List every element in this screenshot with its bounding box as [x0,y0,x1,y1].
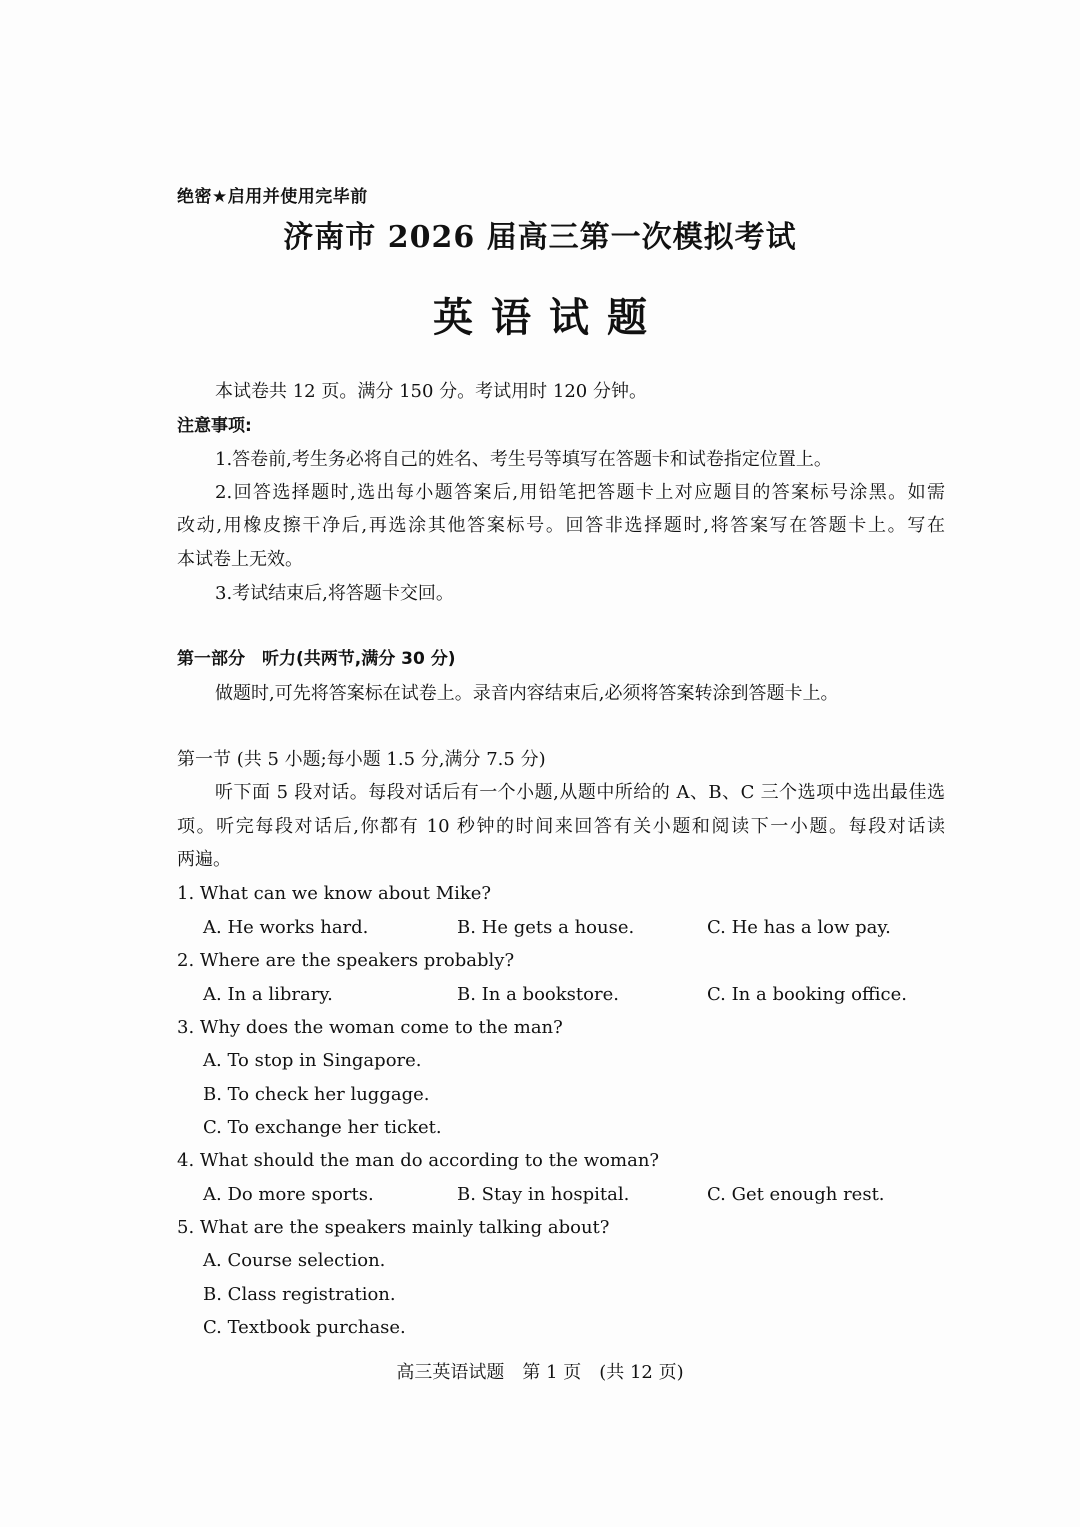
question-3-option-a: A. To stop in Singapore. [203,1050,422,1071]
part-one-instruction: 做题时,可先将答案标在试卷上。录音内容结束后,必须将答案转涂到答题卡上。 [215,683,839,704]
exam-title: 济南市 2026 届高三第一次模拟考试 [283,220,797,255]
question-4-option-c: C. Get enough rest. [707,1184,885,1205]
section-instruction-line-3: 两遍。 [177,849,231,870]
question-3-option-b: B. To check her luggage. [203,1084,430,1105]
question-5-stem: 5. What are the speakers mainly talking about? [177,1217,610,1238]
question-5-option-c: C. Textbook purchase. [203,1317,406,1338]
question-1-stem: 1. What can we know about Mike? [177,883,492,904]
question-3-stem: 3. Why does the woman come to the man? [177,1017,563,1038]
note-2-line-2: 改动,用橡皮擦干净后,再选涂其他答案标号。回答非选择题时,将答案写在答题卡上。写在 [177,515,945,536]
part-one-heading: 第一部分 听力(共两节,满分 30 分) [177,649,456,669]
question-2-option-c: C. In a booking office. [707,984,907,1005]
note-1: 1.答卷前,考生务必将自己的姓名、考生号等填写在答题卡和试卷指定位置上。 [215,449,832,470]
question-1-option-b: B. He gets a house. [457,917,635,938]
question-3-option-c: C. To exchange her ticket. [203,1117,442,1138]
question-4-option-a: A. Do more sports. [203,1184,374,1205]
page-footer: 高三英语试题 第 1 页 (共 12 页) [396,1362,684,1383]
note-2-line-3: 本试卷上无效。 [177,549,303,570]
question-2-option-b: B. In a bookstore. [457,984,619,1005]
exam-summary: 本试卷共 12 页。满分 150 分。考试用时 120 分钟。 [215,381,647,402]
question-5-option-a: A. Course selection. [203,1250,386,1271]
question-5-option-b: B. Class registration. [203,1284,396,1305]
question-2-stem: 2. Where are the speakers probably? [177,950,515,971]
question-2-option-a: A. In a library. [203,984,333,1005]
question-4-stem: 4. What should the man do according to the woman? [177,1150,660,1171]
question-4-option-b: B. Stay in hospital. [457,1184,630,1205]
question-1-option-c: C. He has a low pay. [707,917,891,938]
subject-title: 英语试题 [433,295,665,341]
confidential-label: 绝密★启用并使用完毕前 [177,187,368,207]
note-3: 3.考试结束后,将答题卡交回。 [215,583,454,604]
section-instruction-line-1: 听下面 5 段对话。每段对话后有一个小题,从题中所给的 A、B、C 三个选项中选出最佳选 [215,782,945,803]
question-1-option-a: A. He works hard. [203,917,369,938]
section-instruction-line-2: 项。听完每段对话后,你都有 10 秒钟的时间来回答有关小题和阅读下一小题。每段对话读 [177,816,945,837]
notes-heading: 注意事项: [177,416,252,436]
note-2-line-1: 2.回答选择题时,选出每小题答案后,用铅笔把答题卡上对应题目的答案标号涂黑。如需 [215,482,945,503]
section-one-heading: 第一节 (共 5 小题;每小题 1.5 分,满分 7.5 分) [177,749,546,770]
